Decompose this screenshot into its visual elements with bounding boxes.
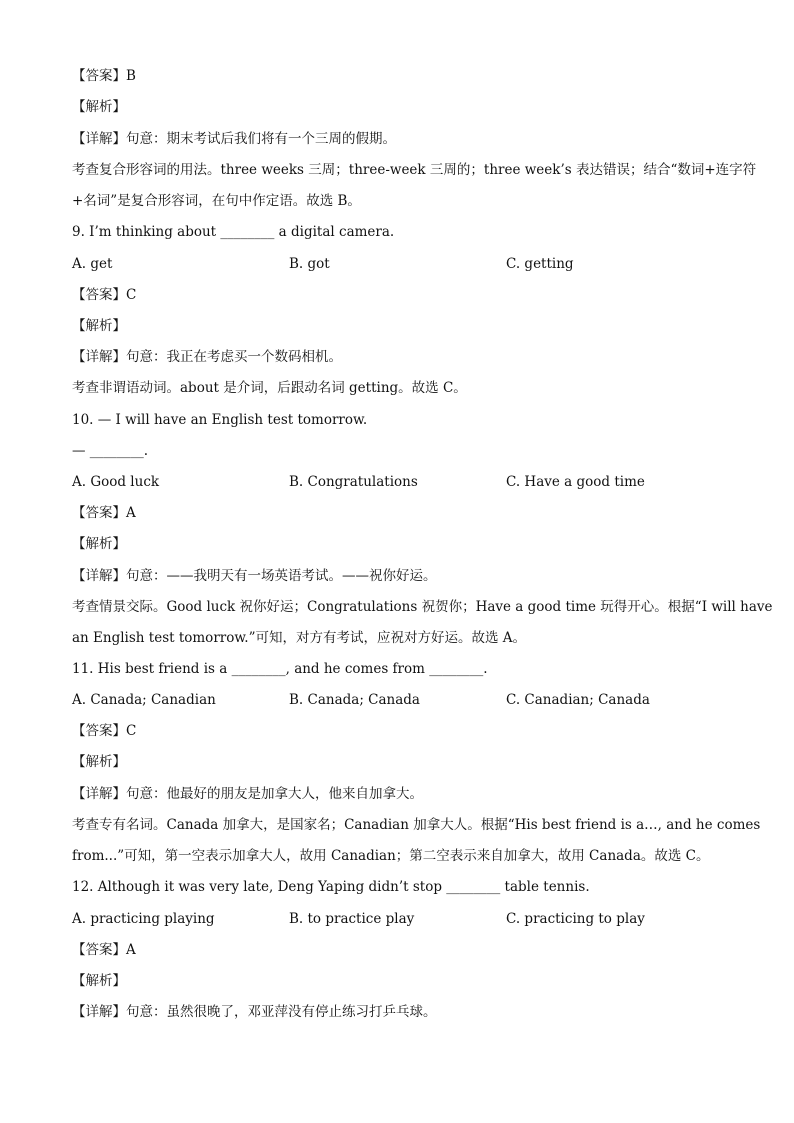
q8-detail: 句意：期末考试后我们将有一个三周的假期。 — [126, 131, 396, 147]
q9-option-c: C. getting — [506, 256, 574, 272]
q11-option-c: C. Canadian; Canada — [506, 692, 650, 708]
q9-option-a: A. get — [72, 256, 113, 272]
detail-label: 【详解】 — [72, 568, 126, 584]
analysis-label: 【解析】 — [72, 536, 126, 552]
q11-explain-2: from...”可知，第一空表示加拿大人，故用 Canadian；第二空表示来自加拿大，故用 Canada。故选 C。 — [72, 848, 710, 864]
q11-detail: 句意：他最好的朋友是加拿大人，他来自加拿大。 — [126, 786, 423, 802]
answer-label: 【答案】 — [72, 287, 126, 303]
q10-option-a: A. Good luck — [72, 474, 160, 490]
q12-stem: 12. Although it was very late, Deng Yaping didn’t stop ________ table tennis. — [72, 879, 590, 895]
analysis-label: 【解析】 — [72, 754, 126, 770]
q11-option-a: A. Canada; Canadian — [72, 692, 216, 708]
answer-label: 【答案】 — [72, 505, 126, 521]
q12-answer-line — [72, 940, 732, 960]
answer-label: 【答案】 — [72, 723, 126, 739]
q9-explain-1: 考查非谓语动词。about 是介词，后跟动名词 getting。故选 C。 — [72, 380, 467, 396]
q9-detail-line — [72, 347, 732, 367]
q11-explain-1: 考查专有名词。Canada 加拿大，是国家名；Canadian 加拿大人。根据“His best friend is a…, and he comes — [72, 817, 761, 833]
q12-option-c: C. practicing to play — [506, 911, 645, 927]
q12-option-a: A. practicing playing — [72, 911, 215, 927]
q10-answer-line — [72, 503, 732, 523]
q9-detail: 句意：我正在考虑买一个数码相机。 — [126, 349, 342, 365]
detail-label: 【详解】 — [72, 349, 126, 365]
q8-answer-line — [72, 66, 732, 86]
q10-stem-2: — ________. — [72, 443, 149, 459]
detail-label: 【详解】 — [72, 1004, 126, 1020]
q8-detail-line — [72, 129, 732, 149]
q9-answer-line — [72, 285, 732, 305]
q12-detail: 句意：虽然很晚了，邓亚萍没有停止练习打乒乓球。 — [126, 1004, 437, 1020]
q12-answer: A — [126, 942, 136, 958]
analysis-label: 【解析】 — [72, 99, 126, 115]
q10-option-b: B. Congratulations — [289, 474, 418, 490]
q9-option-b: B. got — [289, 256, 330, 272]
q12-analysis-line — [72, 971, 732, 991]
answer-label: 【答案】 — [72, 68, 126, 84]
q11-option-b: B. Canada; Canada — [289, 692, 420, 708]
analysis-label: 【解析】 — [72, 318, 126, 334]
q12-detail-line — [72, 1002, 732, 1022]
q9-answer: C — [126, 287, 137, 303]
q8-answer: B — [126, 68, 136, 84]
q9-analysis-line — [72, 316, 732, 336]
detail-label: 【详解】 — [72, 131, 126, 147]
q10-explain-2: an English test tomorrow.”可知，对方有考试，应祝对方好运。故选 A。 — [72, 630, 527, 646]
q11-stem: 11. His best friend is a ________, and he comes from ________. — [72, 661, 488, 677]
q8-explain-1: 考查复合形容词的用法。three weeks 三周；three-week 三周的；three week’s 表达错误；结合“数词+连字符 — [72, 162, 757, 178]
q10-explain-1: 考查情景交际。Good luck 祝你好运；Congratulations 祝贺你；Have a good time 玩得开心。根据“I will have — [72, 599, 773, 615]
q10-stem: 10. — I will have an English test tomorrow. — [72, 412, 368, 428]
q10-detail-line — [72, 566, 732, 586]
q12-option-b: B. to practice play — [289, 911, 415, 927]
q11-answer-line — [72, 721, 732, 741]
q11-detail-line — [72, 784, 732, 804]
q8-analysis-line — [72, 97, 732, 117]
q11-analysis-line — [72, 752, 732, 772]
q10-option-c: C. Have a good time — [506, 474, 645, 490]
q8-explain-2: +名词”是复合形容词，在句中作定语。故选 B。 — [72, 193, 361, 209]
q10-answer: A — [126, 505, 136, 521]
q10-analysis-line — [72, 534, 732, 554]
q11-answer: C — [126, 723, 137, 739]
detail-label: 【详解】 — [72, 786, 126, 802]
q10-detail: 句意：——我明天有一场英语考试。——祝你好运。 — [126, 568, 437, 584]
answer-label: 【答案】 — [72, 942, 126, 958]
q9-stem: 9. I’m thinking about ________ a digital camera. — [72, 224, 395, 240]
analysis-label: 【解析】 — [72, 973, 126, 989]
